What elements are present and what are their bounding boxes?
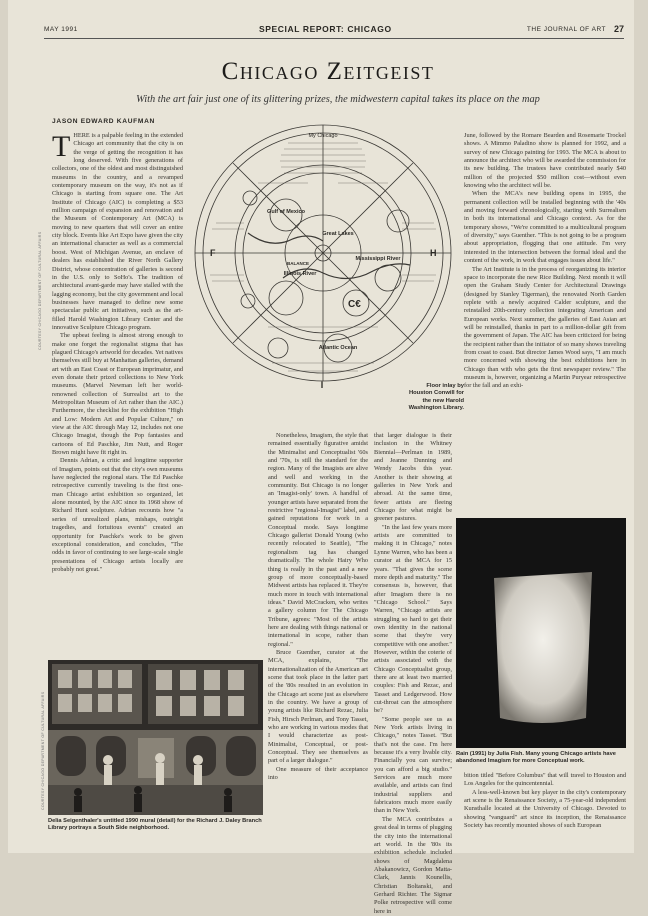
diagram-mark-ce: C€ bbox=[348, 299, 361, 310]
page-number: 27 bbox=[613, 24, 624, 34]
article-title: Chicago Zeitgeist bbox=[221, 58, 435, 85]
diagram-mark-right: H bbox=[430, 248, 437, 258]
side-photo-credit: COURTESY CHICAGO DEPARTMENT OF CULTURAL AFFAIRS bbox=[38, 231, 42, 350]
column-4 bbox=[464, 132, 626, 514]
mural-image bbox=[48, 660, 263, 815]
paragraph: When the MCA's new building opens in 1995, the permanent collection will be installed beginning with the '40s and moving forward chronologically, starting with Surrealism in both its international and Chicago context. As for the temporary shows, "We're committed to a multicultural program of diversity," says Guenther. "This is not going to be a program about appropriation, flogging that one attitude. I'm very interested in the intersection between the formal ideal and the content of the work, in work that engages issues about life." bbox=[464, 190, 626, 265]
column-1 bbox=[52, 132, 183, 654]
drop-cap: T bbox=[52, 130, 71, 163]
paragraph: Bruce Guenther, curator at the MCA, explains, "The internationalization of the American art scene that took place in the latter part of the '80s resulted in an evolution in the Chicago art scene just as elsewhere in the country. We have a group of young artists like Richard Rezac, Julia Fish, Hirsch Perlman, and Tony Tasset, who are working in various modes that I would characterize as post-Minimalist, Conceptual, or post-Conceptual. They see themselves as part of a larger dialogue." bbox=[268, 648, 368, 765]
header-rule bbox=[44, 38, 624, 39]
diagram-label-top: My Chicago bbox=[308, 133, 338, 139]
diagram-label-mississippi: Mississippi River bbox=[355, 256, 401, 262]
paragraph: Nonetheless, Imagism, the style that remained essentially figurative amidst the Minimalist and Conceptualist '60s and '70s, is still the standard for the region. Many of the Imagists are alive and well and working in the community. But Chicago is no longer an 'Imagist-only' town. A handful of younger artists have separated from the restrictive "regional-Imagist" label, and gained reputations for work in a Conceptual mode. Says longtime Chicago gallerist Donald Young (who recently relocated to Seattle), "The regionalism tag has changed dramatically. The whole Hairy Who thing is really in the past and a new group of more conceptually-based Midwest artists has replaced it. They're much more in touch with international ideas." David McCracken, who writes a gallery column for The Chicago Tribune, agrees: "Most of the artists here are dealing with things national or international in scope, rather than regional." bbox=[268, 432, 368, 648]
diagram-label-balance: BALANCE bbox=[287, 261, 309, 266]
paragraph: bition titled "Before Columbus" that will travel to Houston and Los Angeles for the quincentennial. bbox=[464, 772, 626, 788]
column-3 bbox=[374, 432, 452, 915]
column-2 bbox=[268, 432, 368, 850]
running-header bbox=[44, 24, 624, 36]
mural-photo bbox=[48, 660, 263, 815]
mural-photo-credit: COURTESY CHICAGO DEPARTMENT OF CULTURAL AFFAIRS bbox=[41, 691, 45, 810]
paragraph: A less-well-known but key player in the city's contemporary art scene is the Renaissance Society, a 75-year-old independent Kunsthalle located at the University of Chicago. Devoted to showing "vanguard" art since its inception, the Renaissance Society has recently mounted shows of such European bbox=[464, 788, 626, 830]
header-publication: THE JOURNAL OF ART bbox=[526, 26, 606, 33]
paragraph: "Some people see us as New York artists living in Chicago," notes Tasset. "But that's not the case. I'm here because it's a very livable city. Financially you can survive; you can afford a big studio." Services are much more available, and artists can find industrial suppliers and fabricators much more easily than in New York. bbox=[374, 715, 452, 815]
diagram-mark-roman: I bbox=[320, 380, 324, 390]
paragraph: THERE is a palpable feeling in the extended Chicago art community that the city is on the verge of getting the recognition it has long deserved. With five generations of collectors, one of the oldest and most distinguished museums in the country, and a revamped contemporary museum on the way, it's not as if Chicago is starting from square one. The Art Institute of Chicago (AIC) is completing a $53 million campaign of expansion and renovation and the Museum of Contemporary Art (MCA) is moving to new quarters that will cover an entire city block. Events like Art Expo have given the city an international character as well as a commercial boost. West of Michigan Avenue, an enclave of dealers has established the River North Gallery District, whose concentration of galleries is second in the U.S. only to SoHo's. The tradition of architectural avant-garde may have stalled with the lagging economy, but the city government and local businesses have managed to define new some spectacular public art initiatives, such as the art-filled Harold Washington Library Center and the innovative Sculpture Chicago program. bbox=[52, 130, 183, 331]
header-date: MAY 1991 bbox=[44, 26, 78, 33]
byline: JASON EDWARD KAUFMAN bbox=[52, 118, 156, 125]
paragraph: The Art Institute is in the process of reorganizing its interior space to incorporate the new Rice Building. Next month it will open the Graham Study Center for Architectural Drawings (designed by Stanley Tigerman), the renovated North Garden replete with a newly acquired Calder sculpture, and the reinstalled 20th-century collection integrating American and European works. Next summer, the galleries of East Asian art will be reinstalled, thanks in part to a million-dollar gift from the government of Japan. The AIC has been criticized for being the recipient rather than the initiator of so many shows traveling from coast to coast. But director James Wood says, "I am much more concerned with showing the best exhibitions here in Chicago than with who gets the first newspaper review." The museum is, however, organizing a Martin Puryear retrospective for the fall and an exhi- bbox=[464, 265, 626, 390]
diagram-label-illinois: Illinois River bbox=[283, 271, 317, 277]
rain-painting-caption: Rain (1991) by Julia Fish. Many young Chicago artists have abandoned Imagism for more Conceptual work. bbox=[456, 751, 616, 765]
paragraph: that larger dialogue is their inclusion in the Whitney Biennial—Perlman in 1989, and Jeanne Dunning and Wendy Jacobs this year. Another is their showing at galleries in New York and abroad. At the same time, fewer artists are fleeing Chicago for what might be greener pastures. bbox=[374, 432, 452, 523]
magazine-page bbox=[8, 0, 634, 915]
floor-inlay-caption: Floor inlay by Houston Conwill for the new Harold Washington Library. bbox=[408, 383, 464, 412]
paragraph: Dennis Adrian, a critic and longtime supporter of Imagism, points out that the city's own museums have neglected the regional stars. The Ed Paschke retrospective currently traveling is the first one-man Chicago artist exhibition so organized, let alone mounted, by the AIC since its 1968 show of Richard Hunt sculpture. Adrian recounts how "a series of unrealized plans, mishaps, outright tragedies, and fortuitous events" created an opportunity for Paschke's work to be given exceptional consideration, and concludes, "The odds in favor of continuing to see large-scale single presentations of Chicago artists locally are probably not great." bbox=[52, 457, 183, 573]
paragraph: June, followed by the Romare Bearden and Rosemarie Trockel shows. A Mimmo Paladino show is planned for 1992, and a survey of new Chicago painting for 1993. The MCA is about to announce the architect who will be awarded the commission for its new building. The trustees have contributed nearly $40 million of the projected $50 million cost—without even knowing who the architect will be. bbox=[464, 132, 626, 190]
mural-caption: Delia Seigenthaler's untitled 1990 mural (detail) for the Richard J. Daley Branch Library portrays a South Side neighborhood. bbox=[48, 818, 262, 832]
paragraph: The MCA contributes a great deal in terms of plugging the city into the international art world. In the '80s its exhibition schedule included shows of Magdalena Abakanowicz, Gordon Matta-Clark, Jannis Kounellis, Christian Boltanski, and Gerhard Richter. The Sigmar Polke retrospective will come here in bbox=[374, 815, 452, 915]
paragraph: One measure of their acceptance into bbox=[268, 765, 368, 782]
header-section: SPECIAL REPORT: CHICAGO bbox=[259, 24, 392, 34]
column-4-continued bbox=[464, 772, 626, 850]
diagram-label-atlantic: Atlantic Ocean bbox=[318, 345, 358, 351]
paragraph: "In the last few years more artists are committed to making it in Chicago," notes Lynne Warren, who has been a curator at the MCA for 15 years. "That gives the scene more depth and maturity." The consensus is, however, that after Imagism there is no "Chicago School." Says Warren, "Chicago artists are struggling so hard to get their own identity in the national scene that they're very competitive with one another." However, within the coterie of artists associated with the Chicago Conceptualist group, there are at least two married couples: Fish and Rezac, and Tasset and Ledgerwood. How cut-throat can the atmosphere be? bbox=[374, 523, 452, 715]
rain-painting-photo bbox=[456, 518, 626, 748]
rain-painting-image bbox=[456, 518, 626, 748]
paragraph: The upbeat feeling is almost strong enough to make one forget the regionalist stigma that has plagued Chicago's artworld for decades. Yet natives themselves still buy at Manhattan galleries, demand art with an East Coast or European imprimatur, and even donate their prized collections to New York museums. (Marvel Newman left her world-renowned collection of Surrealist art to the Metropolitan Museum of Art rather than the AIC.) Furthermore, the checklist for the exhibition "High and Low: Modern Art and Popular Culture," on view at the AIC through May 12, includes not one Chicago Imagist, though the Pop fantasies and cartoons of Ed Paschke, Jim Nutt, and Roger Brown might have fit right in. bbox=[52, 332, 183, 457]
article-deck: With the art fair just one of its glittering prizes, the midwestern capital takes its place on the map bbox=[136, 94, 540, 105]
diagram-label-great-lakes: Great Lakes bbox=[322, 231, 354, 237]
floor-inlay-diagram bbox=[188, 113, 458, 413]
diagram-label-gulf: Gulf of Mexico bbox=[267, 209, 305, 215]
diagram-mark-left: F bbox=[210, 248, 216, 258]
